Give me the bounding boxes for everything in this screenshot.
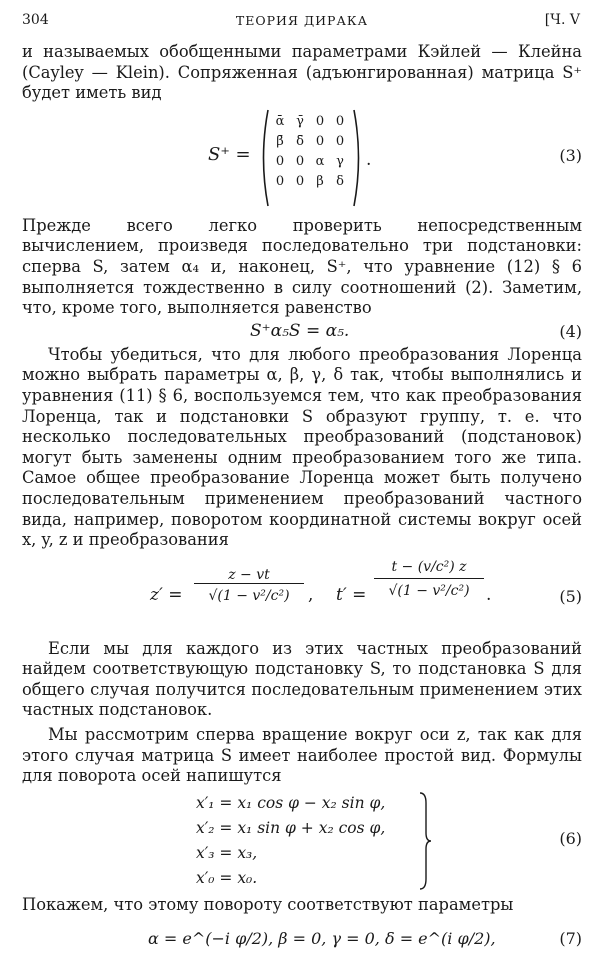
eq5-comma: , bbox=[308, 584, 314, 605]
eq5-t-denominator: √(1 − v²/c²) bbox=[388, 582, 470, 599]
eq3-lhs: S⁺ = bbox=[208, 143, 251, 165]
m23: 0 bbox=[315, 134, 325, 150]
eq5-z-denominator: √(1 − v²/c²) bbox=[208, 587, 290, 604]
running-header bbox=[22, 8, 582, 34]
running-title: ТЕОРИЯ ДИРАКА bbox=[235, 13, 369, 28]
eq5-z-numerator: z − vt bbox=[194, 567, 304, 584]
eq6-line-4: x′₀ = x₀. bbox=[196, 868, 258, 887]
eq5-period: . bbox=[486, 584, 492, 605]
equation-6 bbox=[22, 787, 582, 895]
equation-7 bbox=[22, 915, 582, 955]
m21: β̄ bbox=[276, 134, 284, 150]
paragraph-4: Если мы для каждого из этих частных преобразований найдем соответствующую подстановку S, то подстановка S для общего случая получится последовательным применением этих частных подстановок. bbox=[22, 638, 582, 720]
paragraph-3: Чтобы убедиться, что для любого преобразования Лоренца можно выбрать параметры α, β, γ, δ так, чтобы выполнялись и уравнения (11) § 6, воспользуемся тем, что как преобразования Лоренца, так и подстановки S образуют группу, т. е. что несколько последовательных преобразований (подстановок) могут быть заменены одним преобразованием того же типа. Самое общее преобразование Лоренца может быть получено последовательным применением преобразований частного вида, например, поворотом координатной системы вокруг осей x, y, z и преобразования bbox=[22, 344, 582, 550]
page bbox=[22, 8, 582, 955]
eq5-t-lhs: t′ = bbox=[336, 584, 367, 605]
eq6-right-brace bbox=[418, 791, 432, 891]
paragraph-2: Прежде всего легко проверить непосредственным вычислением, произведя последовательно три подстановки: сперва S, затем α₄ и, наконец, S⁺, что уравнение (12) § 6 выполняется тождественно в силу соотношений (2). Заметим, что, кроме того, выполняется равенство bbox=[22, 215, 582, 318]
m11: ᾱ bbox=[275, 114, 285, 130]
paragraph-1: и называемых обобщенными параметрами Кэйлей — Клейна (Cayley — Klein). Сопряженная (адъюнгированная) матрица S⁺ будет иметь вид bbox=[22, 42, 582, 103]
eq4-number: (4) bbox=[559, 321, 582, 341]
eq3-number: (3) bbox=[559, 145, 582, 165]
equation-4 bbox=[22, 319, 582, 345]
m44: δ bbox=[336, 174, 344, 190]
equation-5 bbox=[22, 551, 582, 639]
eq6-system bbox=[196, 791, 385, 891]
eq5-number: (5) bbox=[559, 586, 582, 606]
eq7-number: (7) bbox=[559, 929, 582, 949]
eq7-formula: α = e^(−i φ/2), β = 0, γ = 0, δ = e^(i φ/2), bbox=[148, 929, 496, 949]
eq3-right-paren bbox=[352, 108, 364, 208]
m41: 0 bbox=[275, 174, 285, 190]
m43: β bbox=[316, 174, 324, 190]
eq6-line-1: x′₁ = x₁ cos φ − x₂ sin φ, bbox=[196, 793, 386, 812]
eq3-matrix bbox=[270, 112, 350, 192]
eq5-z-lhs: z′ = bbox=[150, 584, 183, 605]
chapter-label: [Ч. V bbox=[544, 12, 580, 28]
m24: 0 bbox=[335, 134, 345, 150]
eq5-z-fraction bbox=[194, 567, 304, 604]
paragraph-5: Мы рассмотрим сперва вращение вокруг оси z, так как для этого случая матрица S имеет наиболее простой вид. Формулы для поворота осей напишутся bbox=[22, 725, 582, 786]
m31: 0 bbox=[275, 154, 285, 170]
eq6-number: (6) bbox=[559, 828, 582, 848]
m12: γ̄ bbox=[296, 114, 304, 130]
m34: γ bbox=[336, 154, 344, 170]
m13: 0 bbox=[315, 114, 325, 130]
eq3-left-paren bbox=[258, 108, 270, 208]
equation-3 bbox=[22, 104, 582, 216]
paragraph-6: Покажем, что этому повороту соответствуют параметры bbox=[22, 894, 514, 914]
eq4-formula: S⁺α₅S = α₅. bbox=[250, 320, 350, 341]
eq6-line-3: x′₃ = x₃, bbox=[196, 843, 258, 862]
m14: 0 bbox=[335, 114, 345, 130]
m33: α bbox=[315, 154, 325, 170]
page-number: 304 bbox=[22, 12, 49, 28]
eq5-t-numerator: t − (v/c²) z bbox=[374, 559, 484, 579]
m32: 0 bbox=[295, 154, 305, 170]
m22: δ̄ bbox=[296, 134, 304, 150]
m42: 0 bbox=[295, 174, 305, 190]
eq3-period: . bbox=[366, 149, 372, 170]
eq5-t-fraction bbox=[374, 559, 484, 599]
eq6-line-2: x′₂ = x₁ sin φ + x₂ cos φ, bbox=[196, 818, 386, 837]
